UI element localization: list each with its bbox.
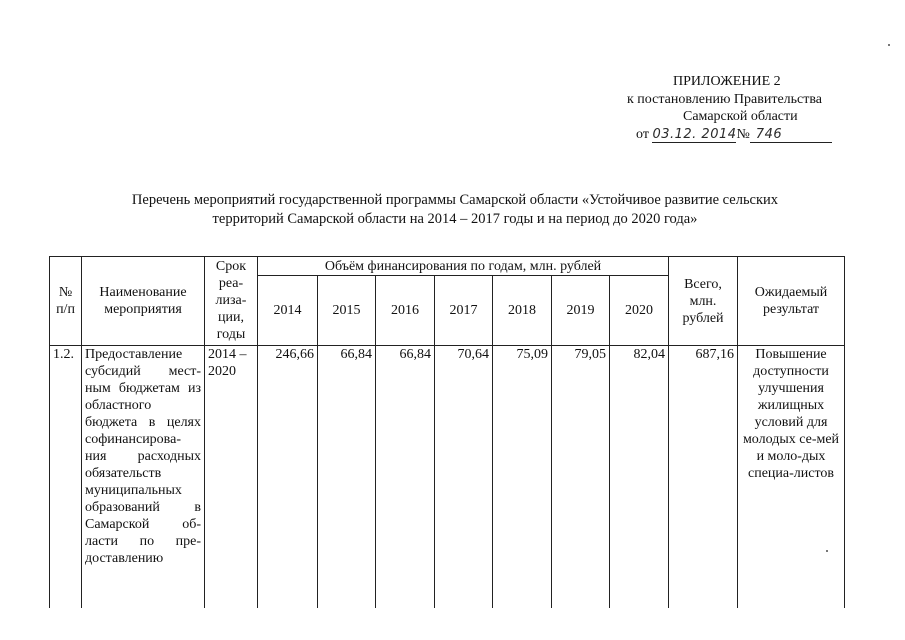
appendix-date-line <box>600 126 880 144</box>
table-row <box>50 346 845 609</box>
header-year: 2015 <box>318 276 376 346</box>
row-term: 2014 – 2020 <box>205 346 258 609</box>
header-year: 2020 <box>610 276 669 346</box>
header-num: № п/п <box>50 257 82 346</box>
scan-speck <box>888 44 890 46</box>
document-title-line-1: Перечень мероприятий государственной программы Самарской области «Устойчивое развитие сельских <box>131 192 779 208</box>
document-title <box>60 191 850 229</box>
header-term: Срок реа- лиза- ции, годы <box>205 257 258 346</box>
header-result: Ожидаемый результат <box>738 257 845 346</box>
handwritten-number: 746 <box>750 127 832 143</box>
row-result: Повышение доступности улучшения жилищных условий для молодых се-мей и моло-дых специа-листов <box>738 346 845 609</box>
row-value: 79,05 <box>552 346 610 609</box>
row-total: 687,16 <box>669 346 738 609</box>
header-year: 2014 <box>258 276 318 346</box>
row-value: 66,84 <box>376 346 435 609</box>
scan-speck <box>826 550 828 552</box>
document-title-line-2: территорий Самарской области на 2014 – 2017 годы и на период до 2020 года» <box>212 211 698 227</box>
appendix-region: Самарской области <box>683 109 798 124</box>
header-year: 2016 <box>376 276 435 346</box>
number-label: № <box>736 126 750 142</box>
header-year: 2017 <box>435 276 493 346</box>
header-year: 2018 <box>493 276 552 346</box>
appendix-header <box>600 73 880 143</box>
header-name: Наименование мероприятия <box>82 257 205 346</box>
measures-table <box>49 256 845 608</box>
handwritten-date: 03.12. 2014 <box>652 126 737 142</box>
row-value: 70,64 <box>435 346 493 609</box>
appendix-subtitle: к постановлению Правительства <box>627 91 823 107</box>
header-funding: Объём финансирования по годам, млн. рублей <box>258 257 669 276</box>
header-year: 2019 <box>552 276 610 346</box>
header-total: Всего, млн. рублей <box>669 257 738 346</box>
from-label: от <box>636 126 649 142</box>
row-name: Предоставление субсидий мест-ным бюджетам из областного бюджета в целях софинансирова-ния расходных обязательств муниципальных образований в Самарской об-ласти по пре-доставлению <box>82 346 205 609</box>
row-value: 82,04 <box>610 346 669 609</box>
row-value: 66,84 <box>318 346 376 609</box>
row-value: 246,66 <box>258 346 318 609</box>
row-value: 75,09 <box>493 346 552 609</box>
row-num: 1.2. <box>50 346 82 609</box>
appendix-title: ПРИЛОЖЕНИЕ 2 <box>673 74 781 89</box>
